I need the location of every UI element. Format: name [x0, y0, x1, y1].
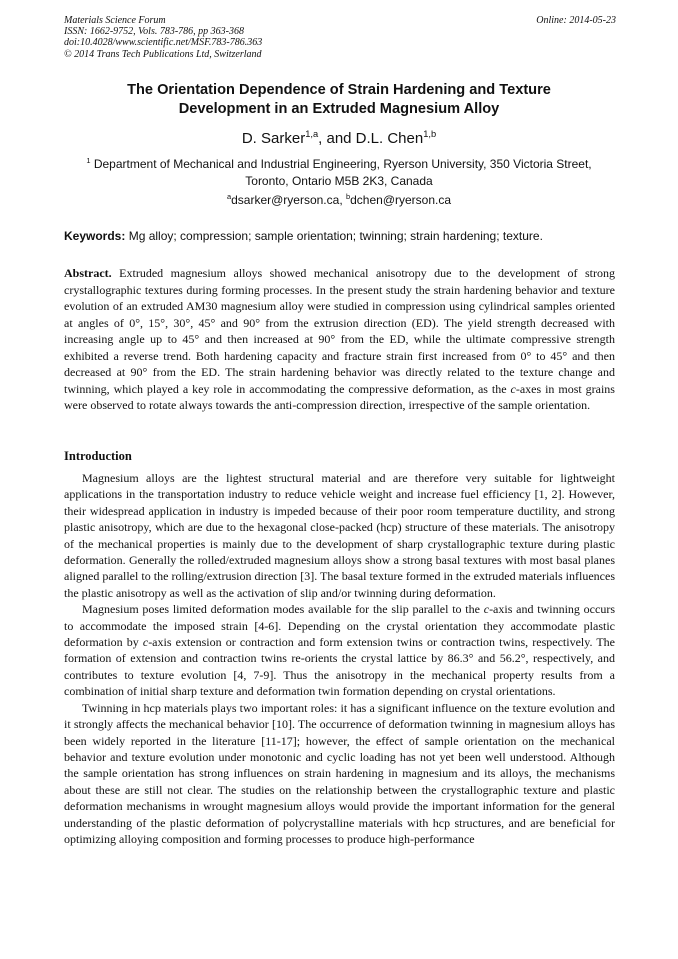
author-1: D. Sarker: [241, 130, 306, 147]
intro-p2-c-1: c: [483, 602, 490, 617]
author-emails: [64, 192, 614, 208]
affiliation-marker: 1: [86, 156, 91, 165]
paper-title: [64, 81, 614, 119]
author-list: [64, 130, 614, 148]
section-heading-introduction: Introduction: [64, 449, 132, 463]
issn-line: ISSN: 1662-9752, Vols. 783-786, pp 363-368: [64, 26, 244, 38]
title-line-2: Development in an Extruded Magnesium Alloy: [178, 101, 500, 117]
title-line-1: The Orientation Dependence of Strain Hardening and Texture: [127, 82, 551, 98]
intro-paragraph-3: Twinning in hcp materials plays two important roles: it has a significant influence on the texture evolution and it strongly affects the mechanical behavior [10]. The occurrence of deformation twinning in magnesium alloys has been widely reported in the literature [11-17]; however, the effect of sample orientation on the mechanical behavior and texture evolution under monotonic and cyclic loading has not yet been well understood. Although the sample orientation has strong influences on strain hardening in magnesium and its alloys, the mechanisms about these are still not clear. The studies on the relationship between the crystallographic texture and plastic deformation mechanisms in wrought magnesium alloys would provide the important information for the general understanding of the plastic deformation of polycrystalline materials with hcp structures, and are beneficial for optimizing alloying composition and forming processes to produce high-performance: [64, 700, 615, 846]
journal-header: [64, 15, 616, 60]
abstract-label: Abstract.: [64, 266, 112, 280]
abstract-text-2: -axes in most grains were observed to rotate always towards the anti-compression direction, irrespective of the sample orientation.: [64, 381, 615, 412]
author-1-affiliation-marker: 1,a: [305, 129, 319, 139]
email-b[interactable]: dchen@ryerson.ca: [350, 193, 452, 207]
intro-p2-part-c: -axis extension or contraction and form extension twins or contraction twins, respectively. The formation of extension and contraction twins re-orients the crystal lattice by 86.3° and 56.2°, respectively, and contributes to texture evolution [4, 7-9]. Thus the anisotropy in the mechanical property results from a combination of initial sharp texture and deformation twin formation depending on crystal orientations.: [64, 635, 615, 699]
intro-p2-c-2: c: [142, 635, 149, 650]
keywords-label: Keywords:: [64, 229, 126, 243]
intro-p2-part-b: -axis and twinning occurs to accommodate the imposed strain [4-6]. Depending on the crystal orientation they accommodate plastic deformation by: [64, 602, 615, 650]
journal-name: Materials Science Forum: [64, 15, 166, 26]
doi-line: doi:10.4028/www.scientific.net/MSF.783-786.363: [64, 37, 263, 49]
affiliation: [64, 156, 614, 190]
copyright-line: © 2014 Trans Tech Publications Ltd, Switzerland: [64, 48, 262, 60]
affiliation-line-1: Department of Mechanical and Industrial Engineering, Ryerson University, 350 Victoria Street,: [93, 157, 592, 171]
email-b-marker: b: [345, 192, 351, 201]
keywords: [64, 228, 616, 244]
introduction-body: [64, 470, 615, 847]
email-a[interactable]: dsarker@ryerson.ca: [231, 193, 340, 207]
abstract-text-1: Extruded magnesium alloys showed mechanical anisotropy due to the development of strong crystallographic textures during forming processes. In the present study the strain hardening behavior and texture evolution of an extruded AM30 magnesium alloy were studied in compression using cylindrical samples oriented at angles of 0°, 15°, 30°, 45° and 90° from the extrusion direction (ED). The yield strength decreased with increasing angle up to 45° and then increased at 90° from the ED, while the ultimate compressive strength exhibited a reverse trend. Both hardening capacity and fracture strain first increased from 0° to 45° and then decreased at 90° from the ED. The strain hardening behavior was directly related to the texture change and twinning, which played a key role in accommodating the compressive deformation, as the: [64, 266, 615, 396]
affiliation-line-2: Toronto, Ontario M5B 2K3, Canada: [245, 174, 433, 188]
online-date: Online: 2014-05-23: [536, 15, 616, 26]
email-separator: ,: [339, 193, 346, 207]
intro-paragraph-2: [64, 601, 615, 699]
author-2-affiliation-marker: 1,b: [423, 129, 437, 139]
abstract: [64, 265, 615, 414]
author-separator: , and: [318, 130, 356, 147]
intro-p2-part-a: Magnesium poses limited deformation modes available for the slip parallel to the: [82, 602, 484, 617]
keywords-text: Mg alloy; compression; sample orientation; twinning; strain hardening; texture.: [128, 229, 543, 243]
intro-paragraph-1: Magnesium alloys are the lightest structural material and are therefore very suitable for lightweight applications in the transportation industry to reduce vehicle weight and increase fuel efficiency [1, 2]. However, their widespread application in industry is impeded because of their poor room temperature ductility, and strong plastic anisotropy, which are due to the hexagonal close-packed (hcp) structure of these materials. The anisotropy of the mechanical properties is mainly due to the development of sharp crystallographic texture during plastic deformation. Generally the rolled/extruded magnesium alloys show a strong basal textures with most basal planes aligned parallel to the rolling/extrusion direction [3]. The basal texture formed in the extruded materials influences the plastic anisotropy as well as the activation of slip and/or twinning during deformation.: [64, 471, 615, 600]
abstract-c-axes: c: [510, 381, 516, 396]
author-2: D.L. Chen: [355, 130, 424, 147]
email-a-marker: a: [226, 192, 232, 201]
